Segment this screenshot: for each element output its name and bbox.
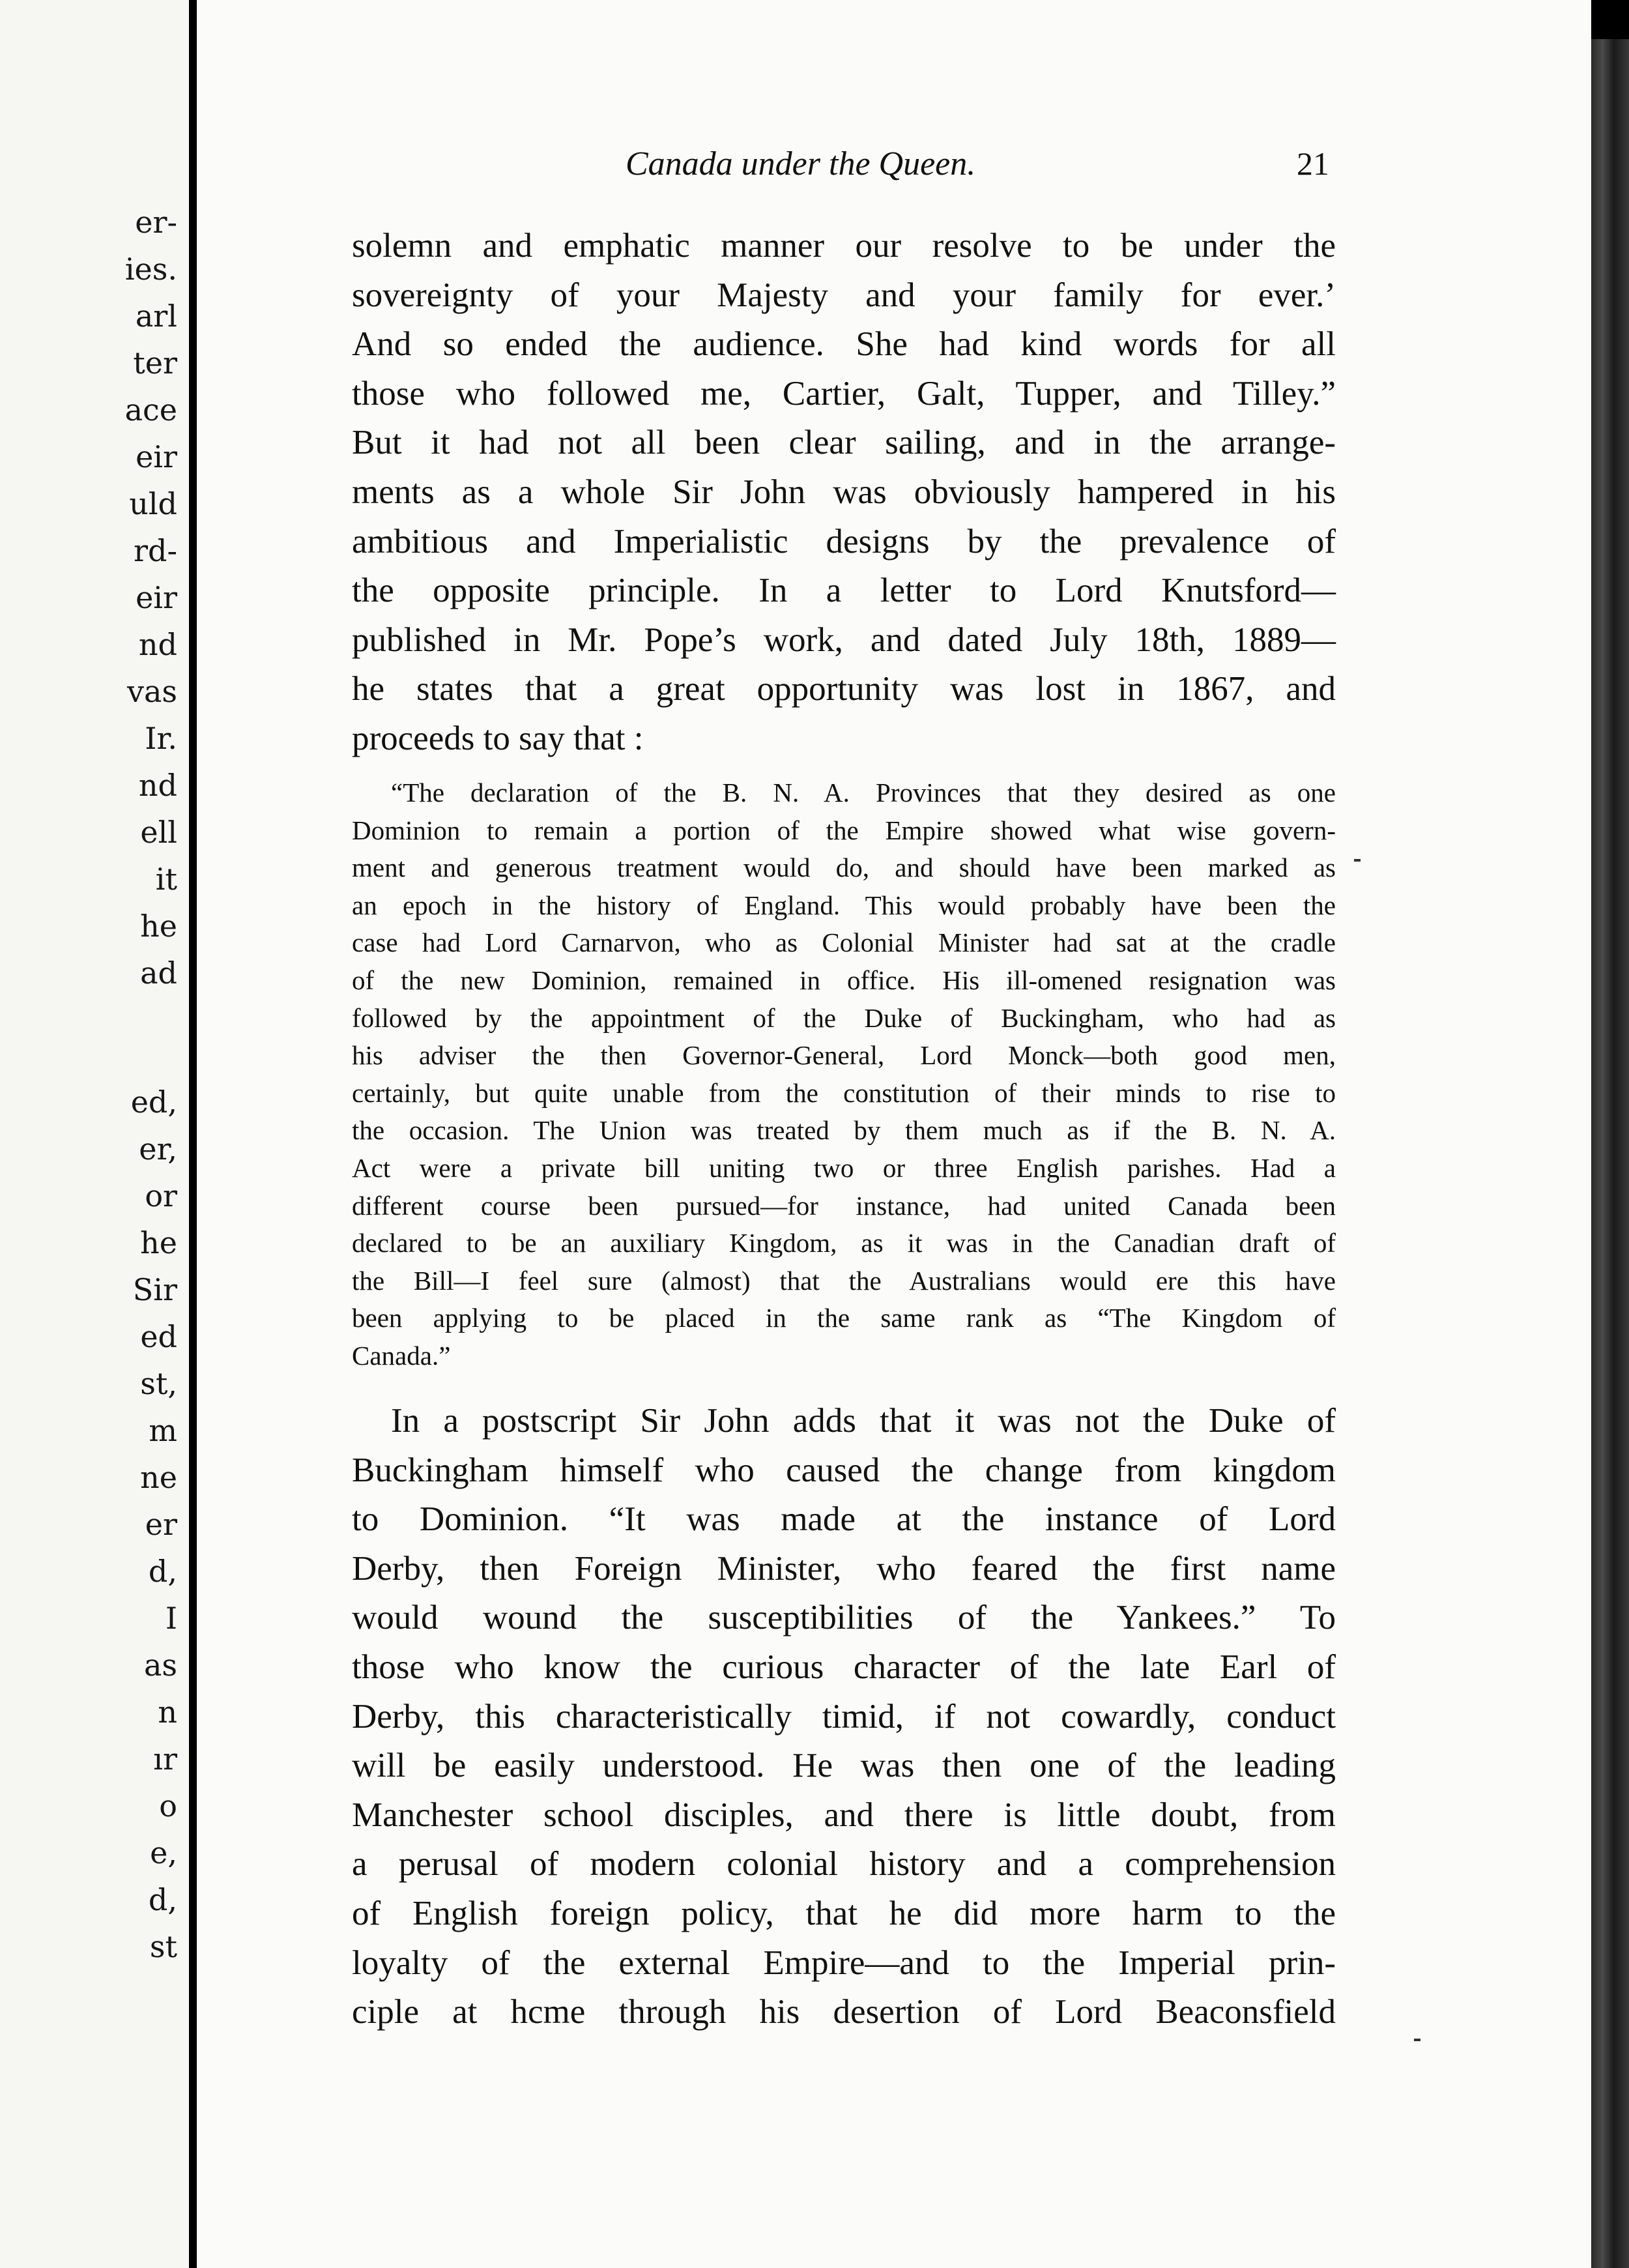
text-line: those who followed me, Cartier, Galt, Tupper, and Tilley.” [352, 374, 1336, 413]
text-line: those who know the curious character of the late Earl of [352, 1648, 1336, 1686]
text-line: And so ended the audience. She had kind words for all [352, 325, 1336, 364]
line-fragment: nd [138, 627, 177, 662]
line-fragment: Ir. [145, 721, 177, 756]
text-line: of the new Dominion, remained in office. His ill-omened resignation was [352, 965, 1336, 995]
paragraph-2 [352, 1397, 1336, 2037]
line-fragment: vas [126, 674, 177, 709]
text-line: Derby, then Foreign Minister, who feared the first name [352, 1549, 1336, 1588]
text-line: will be easily understood. He was then one of the leading [352, 1747, 1336, 1785]
line-fragment: ed, [130, 1084, 177, 1120]
text-line: In a postscript Sir John adds that it was not the Duke of [391, 1402, 1336, 1440]
text-line: ambitious and Imperialistic designs by the prevalence of [352, 522, 1336, 560]
text-line: published in Mr. Pope’s work, and dated July 18th, 1889— [352, 620, 1336, 659]
line-fragment: uld [129, 486, 177, 521]
page-edge-shadow [1591, 39, 1629, 2268]
text-line: the opposite principle. In a letter to Lord Knutsford— [352, 572, 1336, 610]
line-fragment: I [165, 1601, 177, 1636]
previous-page-line-fragments [125, 199, 177, 1970]
line-fragment: eir [136, 439, 177, 474]
text-line: loyalty of the external Empire—and to the Imperial prin- [352, 1943, 1336, 1982]
text-line: he states that a great opportunity was lost in 1867, and [352, 670, 1336, 708]
text-line: followed by the appointment of the Duke of Buckingham, who had as [352, 1002, 1336, 1033]
line-fragment: ies. [124, 252, 177, 287]
line-fragment: st, [140, 1366, 177, 1401]
text-line: would wound the susceptibilities of the Yankees.” To [352, 1599, 1336, 1637]
line-fragment: e, [150, 1835, 177, 1870]
line-fragment: ır [153, 1741, 177, 1777]
text-line: certainly, but quite unable from the constitution of their minds to rise to [352, 1077, 1336, 1108]
paragraph-1 [352, 222, 1336, 764]
line-fragment: or [145, 1178, 177, 1214]
text-line: solemn and emphatic manner our resolve to be under the [352, 227, 1336, 265]
block-quotation [352, 774, 1336, 1375]
text-line: a perusal of modern colonial history and a comprehension [352, 1845, 1336, 1883]
line-fragment: eir [136, 580, 177, 615]
fragment-gap [125, 996, 177, 1079]
line-fragment: ne [140, 1460, 177, 1495]
text-line: Buckingham himself who caused the change from kingdom [352, 1451, 1336, 1489]
line-fragment: arl [135, 298, 177, 334]
line-fragment: er, [139, 1131, 177, 1167]
line-fragment: o [159, 1788, 177, 1824]
text-line: different course been pursued—for instance, had united Canada been [352, 1190, 1336, 1221]
text-line: Manchester school disciples, and there is little doubt, from [352, 1796, 1336, 1834]
text-line: Derby, this characteristically timid, if not cowardly, conduct [352, 1697, 1336, 1736]
text-line: ment and generous treatment would do, and should have been marked as [352, 852, 1336, 883]
running-title: Canada under the Queen. [626, 145, 976, 182]
text-line: proceeds to say that : [352, 719, 644, 757]
text-line: his adviser the then Governor-General, Lord Monck—both good men, [352, 1040, 1336, 1071]
page-number: 21 [1297, 145, 1329, 182]
text-line: case had Lord Carnarvon, who as Colonial Minister had sat at the cradle [352, 927, 1336, 958]
line-fragment: st [149, 1929, 177, 1964]
scan-speck [1414, 2039, 1420, 2041]
text-line: ciple at hcme through his desertion of Lord Beaconsfield [352, 1993, 1336, 2031]
book-gutter [189, 0, 197, 2268]
line-fragment: n [158, 1694, 177, 1730]
line-fragment: rd- [134, 533, 177, 568]
line-fragment: d, [148, 1554, 177, 1589]
line-fragment: m [149, 1413, 177, 1448]
scan-speck [1354, 859, 1361, 862]
line-fragment: er [145, 1507, 177, 1542]
line-fragment: ad [140, 955, 177, 991]
text-line: been applying to be placed in the same rank as “The Kingdom of [352, 1303, 1336, 1333]
text-line: “The declaration of the B. N. A. Provinces that they desired as one [391, 778, 1336, 807]
text-line: But it had not all been clear sailing, and in the arrange- [352, 424, 1336, 462]
line-fragment: as [143, 1648, 177, 1683]
line-fragment: he [140, 1225, 177, 1260]
text-line: sovereignty of your Majesty and your family for ever.’ [352, 276, 1336, 314]
text-line: ments as a whole Sir John was obviously hampered in his [352, 472, 1336, 511]
text-line: the occasion. The Union was treated by them much as if the B. N. A. [352, 1115, 1336, 1146]
line-fragment: ed [140, 1319, 177, 1354]
text-line: an epoch in the history of England. This would probably have been the [352, 890, 1336, 920]
text-line: the Bill—I feel sure (almost) that the Australians would ere this have [352, 1265, 1336, 1296]
text-line: to Dominion. “It was made at the instance of Lord [352, 1500, 1336, 1539]
previous-page-edge [0, 0, 189, 2268]
line-fragment: d, [148, 1882, 177, 1917]
text-line: of English foreign policy, that he did more harm to the [352, 1894, 1336, 1932]
text-line: declared to be an auxiliary Kingdom, as it was in the Canadian draft of [352, 1228, 1336, 1258]
line-fragment: er- [135, 205, 177, 240]
line-fragment: nd [138, 768, 177, 803]
line-fragment: Sir [132, 1272, 177, 1307]
line-fragment: it [155, 862, 177, 897]
line-fragment: ter [133, 345, 177, 381]
line-fragment: ace [124, 392, 177, 428]
text-line: Act were a private bill uniting two or three English parishes. Had a [352, 1152, 1336, 1183]
text-line: Canada.” [352, 1340, 451, 1371]
text-line: Dominion to remain a portion of the Empire showed what wise govern- [352, 815, 1336, 845]
line-fragment: ell [140, 815, 177, 850]
line-fragment: he [140, 909, 177, 944]
